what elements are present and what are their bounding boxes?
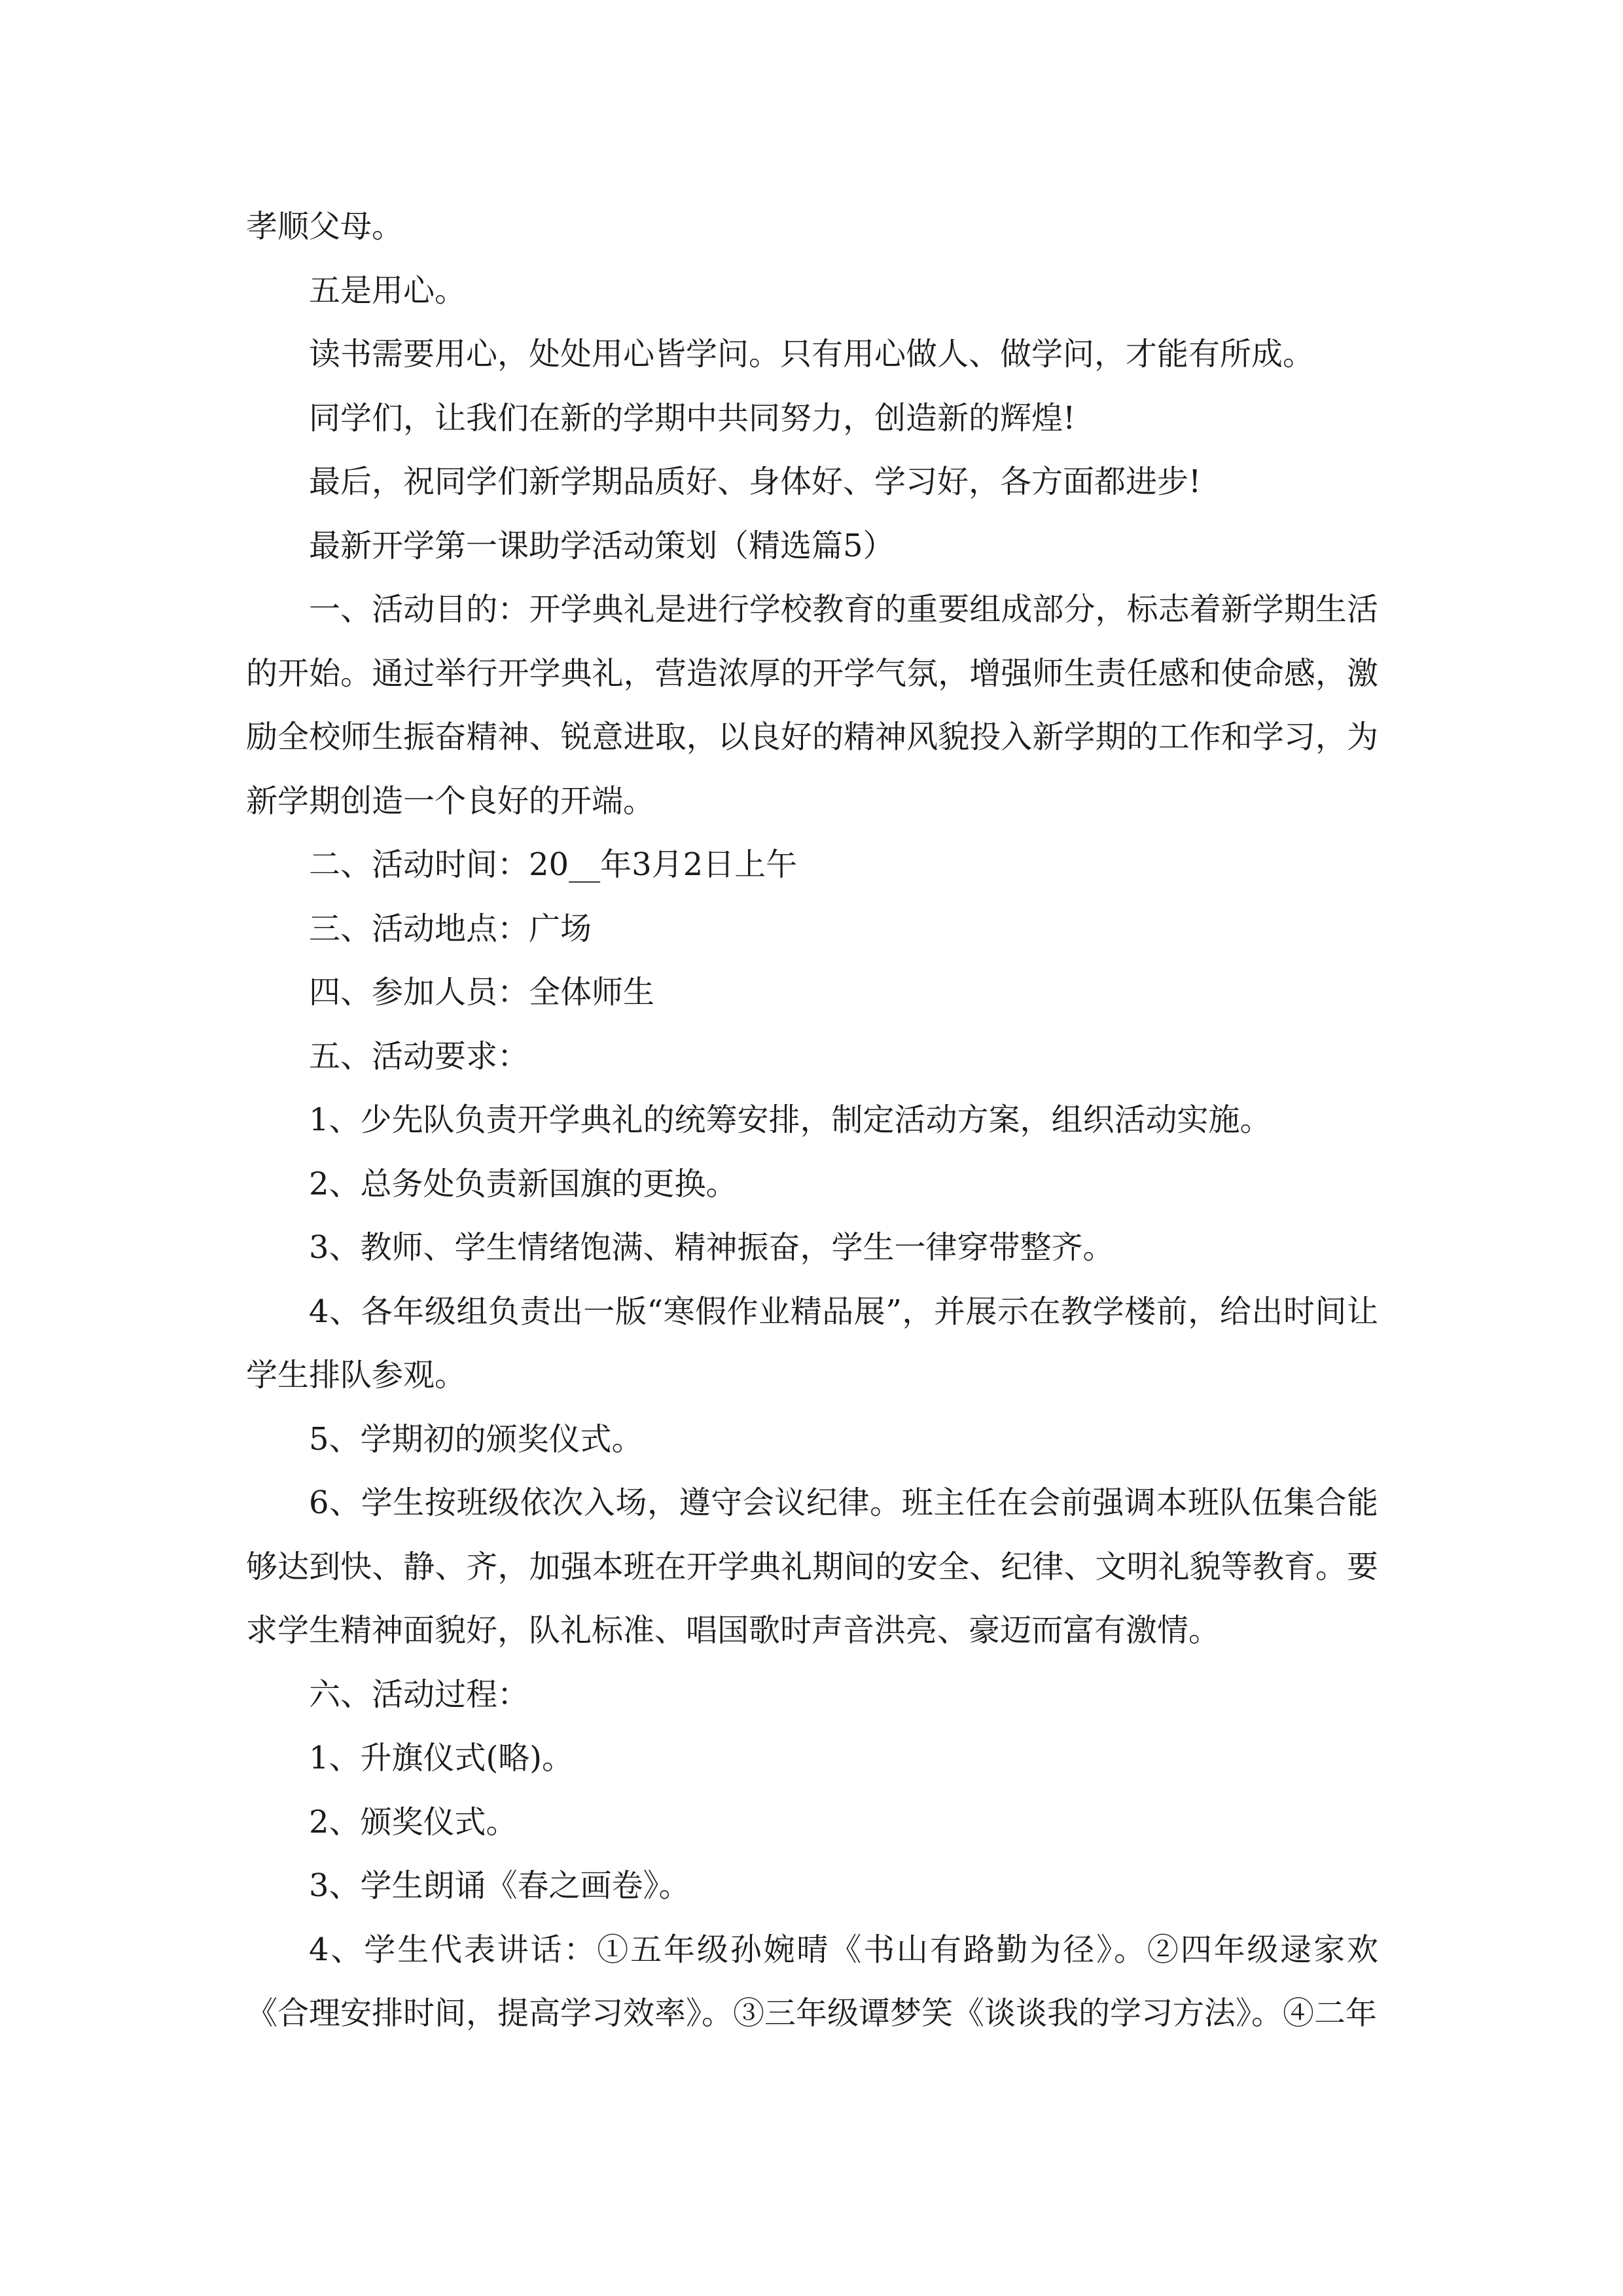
paragraph: 四、参加人员：全体师生	[309, 974, 655, 1011]
list-item: 3、教师、学生情绪饱满、精神振奋，学生一律穿带整齐。	[309, 1229, 1115, 1266]
section-heading: 最新开学第一课助学活动策划（精选篇5）	[309, 527, 895, 564]
paragraph: 三、活动地点：广场	[309, 910, 592, 947]
paragraph: 六、活动过程：	[309, 1676, 529, 1713]
paragraph: 读书需要用心，处处用心皆学问。只有用心做人、做学问，才能有所成。	[309, 336, 1315, 372]
list-item: 4、各年级组负责出一版“寒假作业精品展”，并展示在教学楼前，给出时间让学生排队参观。	[246, 1293, 1378, 1393]
list-item: 2、颁奖仪式。	[309, 1803, 518, 1840]
list-item: 5、学期初的颁奖仪式。	[309, 1420, 643, 1458]
paragraph-continuation: 孝顺父母。	[246, 208, 404, 245]
paragraph: 二、活动时间：20__年3月2日上午	[309, 846, 798, 883]
list-item: 3、学生朗诵《春之画卷》。	[309, 1867, 690, 1904]
list-item: 1、少先队负责开学典礼的统筹安排，制定活动方案，组织活动实施。	[309, 1102, 1272, 1138]
paragraph: 最后，祝同学们新学期品质好、身体好、学习好，各方面都进步!	[309, 463, 1202, 500]
list-item: 2、总务处负责新国旗的更换。	[309, 1165, 738, 1202]
paragraph: 同学们，让我们在新的学期中共同努力，创造新的辉煌!	[309, 399, 1076, 437]
document-body	[246, 195, 1378, 2046]
list-item: 6、学生按班级依次入场，遵守会议纪律。班主任在会前强调本班队伍集合能够达到快、静、齐，加强本班在开学典礼期间的安全、纪律、文明礼貌等教育。要求学生精神面貌好，队礼标准、唱国歌时声音洪亮、豪迈而富有激情。	[246, 1484, 1378, 1649]
paragraph: 一、活动目的：开学典礼是进行学校教育的重要组成部分，标志着新学期生活的开始。通过举行开学典礼，营造浓厚的开学气氛，增强师生责任感和使命感，激励全校师生振奋精神、锐意进取，以良好的精神风貌投入新学期的工作和学习，为新学期创造一个良好的开端。	[246, 591, 1378, 819]
list-item: 4、学生代表讲话：①五年级孙婉晴《书山有路勤为径》。②四年级逯家欢《合理安排时间，提高学习效率》。③三年级谭梦笑《谈谈我的学习方法》。④二年	[246, 1931, 1378, 2032]
list-item: 1、升旗仪式(略)。	[309, 1740, 573, 1776]
paragraph: 五、活动要求：	[309, 1037, 529, 1075]
paragraph: 五是用心。	[309, 272, 467, 309]
